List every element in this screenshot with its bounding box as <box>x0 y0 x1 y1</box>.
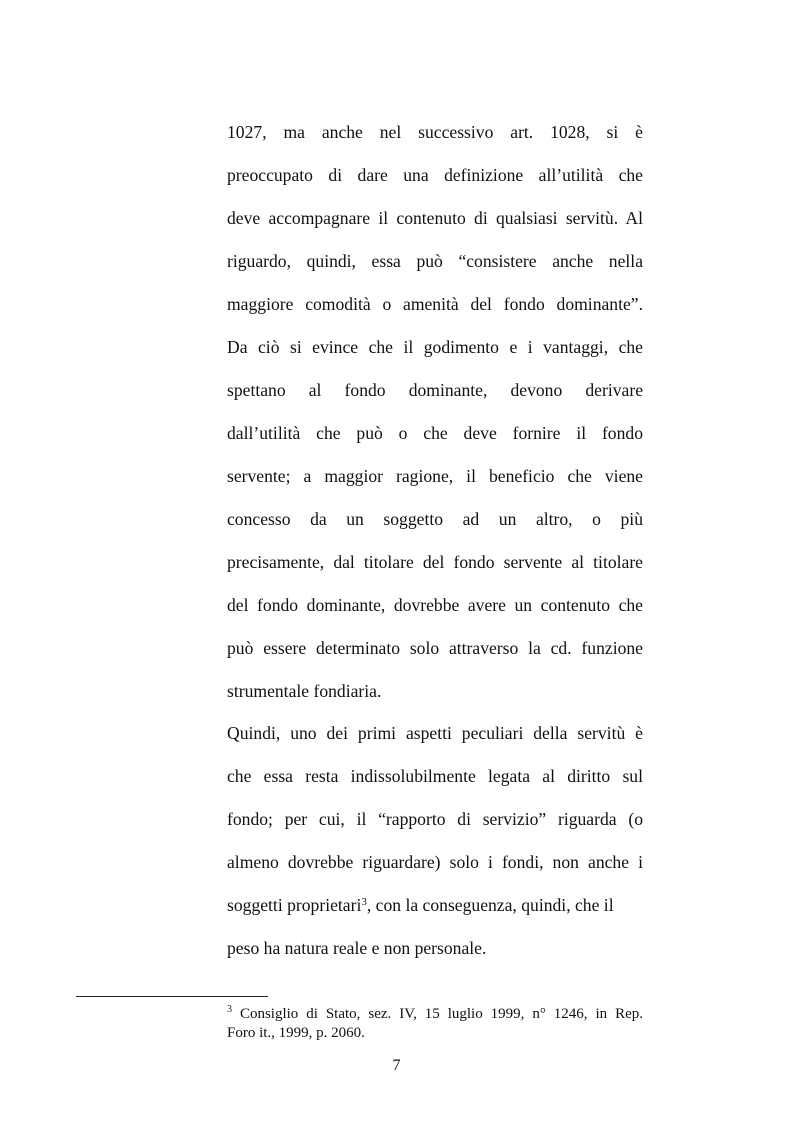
text-line: maggiore comodità o amenità del fondo dominante”. <box>227 294 643 314</box>
footnote-separator <box>76 996 268 997</box>
text-line-with-footnote-ref <box>227 894 643 916</box>
page-number: 7 <box>392 1057 401 1074</box>
footnote-text: Consiglio di Stato, sez. IV, 15 luglio 1999, n° 1246, in Rep. <box>232 1006 643 1022</box>
text-line: dall’utilità che può o che deve fornire il fondo <box>227 423 643 443</box>
text-line: peso ha natura reale e non personale. <box>227 938 487 958</box>
text-line: preoccupato di dare una definizione all’utilità che <box>227 165 643 185</box>
text-line: strumentale fondiaria. <box>227 681 382 701</box>
text-line: che essa resta indissolubilmente legata al diritto sul <box>227 766 643 786</box>
text-line: precisamente, dal titolare del fondo servente al titolare <box>227 552 643 572</box>
text-line: 1027, ma anche nel successivo art. 1028, si è <box>227 122 643 142</box>
text-line: concesso da un soggetto ad un altro, o più <box>227 509 643 529</box>
footnote-line: Foro it., 1999, p. 2060. <box>227 1025 365 1041</box>
text-fragment: soggetti proprietari <box>227 895 362 915</box>
text-line: riguardo, quindi, essa può “consistere anche nella <box>227 251 643 271</box>
text-line: servente; a maggior ragione, il beneficio che viene <box>227 466 643 486</box>
text-line: Quindi, uno dei primi aspetti peculiari della servitù è <box>227 723 643 743</box>
text-line: spettano al fondo dominante, devono derivare <box>227 380 643 400</box>
text-line: fondo; per cui, il “rapporto di servizio” riguarda (o <box>227 809 643 829</box>
text-line: del fondo dominante, dovrebbe avere un contenuto che <box>227 595 643 615</box>
text-line: Da ciò si evince che il godimento e i vantaggi, che <box>227 337 643 357</box>
footnote-marker: 3 <box>227 1004 232 1015</box>
text-line: almeno dovrebbe riguardare) solo i fondi, non anche i <box>227 852 643 872</box>
footnote-reference[interactable]: 3 <box>361 896 367 908</box>
footnote-line <box>227 1005 643 1024</box>
text-fragment: , con la conseguenza, quindi, che il <box>366 895 614 915</box>
text-line: deve accompagnare il contenuto di qualsiasi servitù. Al <box>227 208 643 228</box>
text-line: può essere determinato solo attraverso la cd. funzione <box>227 638 643 658</box>
